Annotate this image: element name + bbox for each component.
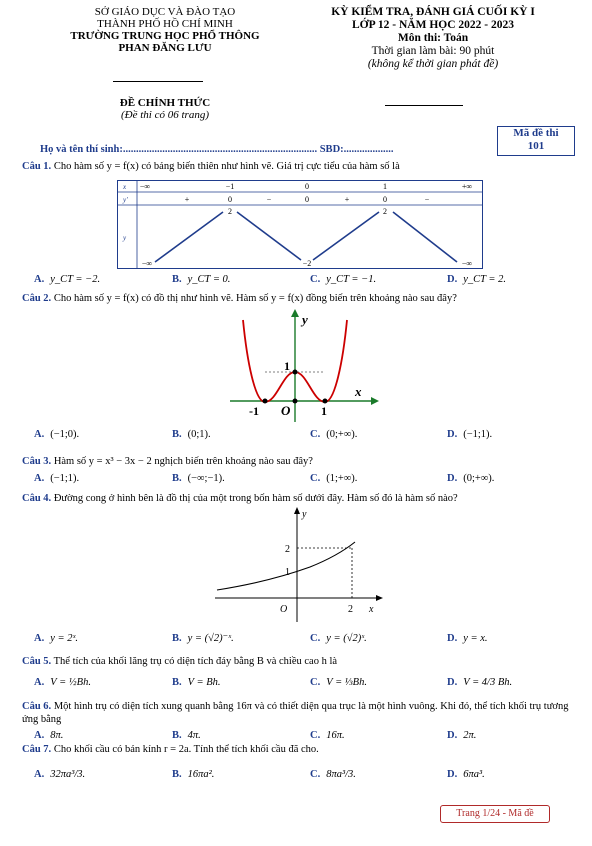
table-yp-6: 0 bbox=[383, 195, 387, 204]
q2-x-m1: -1 bbox=[249, 404, 259, 418]
q4-option-a-text: y = 2ˣ. bbox=[50, 633, 79, 644]
q2-option-b-text: (0;1). bbox=[187, 429, 211, 440]
q6-option-b[interactable] bbox=[172, 729, 201, 742]
city-line: THÀNH PHỐ HỒ CHÍ MINH bbox=[97, 18, 233, 30]
q3-option-d-text: (0;+∞). bbox=[463, 473, 495, 484]
question-4-label: Câu 4. bbox=[22, 493, 52, 504]
q2-option-d-text: (−1;1). bbox=[463, 429, 493, 440]
q1-option-c-label: C. bbox=[310, 274, 321, 285]
q3-option-a-text: (−1;1). bbox=[50, 473, 80, 484]
question-2-label: Câu 2. bbox=[22, 293, 52, 304]
q2-option-b-label: B. bbox=[172, 429, 182, 440]
page-footer: Trang 1/24 - Mã đề bbox=[440, 805, 550, 823]
grade-line: LỚP 12 - NĂM HỌC 2022 - 2023 bbox=[352, 19, 514, 31]
question-4-text: Đường cong ở hình bên là đồ thị của một trong bốn hàm số dưới đây. Hàm số đó là hàm số nào? bbox=[53, 493, 458, 504]
header-right bbox=[298, 6, 568, 71]
pages-note: (Đề thi có 06 trang) bbox=[121, 109, 209, 121]
q4-origin: O bbox=[280, 604, 288, 615]
table-yp-5: + bbox=[344, 195, 350, 204]
table-y-label: y bbox=[123, 234, 127, 242]
q7-option-b-text: 16πa². bbox=[187, 769, 215, 780]
q7-option-c[interactable] bbox=[310, 768, 356, 781]
q4-option-b-text: y = (√2)⁻ˣ. bbox=[187, 633, 234, 644]
q3-option-c-label: C. bbox=[310, 473, 321, 484]
arrow-up-2 bbox=[313, 212, 379, 260]
table-yp-label: y' bbox=[123, 196, 128, 204]
q4-option-c-label: C. bbox=[310, 633, 321, 644]
school-name-line: PHAN ĐĂNG LƯU bbox=[118, 42, 212, 54]
candidate-line: Họ và tên thí sinh:.......................................................................... SBD:................... bbox=[40, 144, 394, 155]
q2-option-a[interactable] bbox=[34, 428, 79, 441]
question-1 bbox=[22, 160, 574, 173]
q4-option-c-text: y = (√2)ˣ. bbox=[326, 633, 367, 644]
official-block bbox=[60, 97, 270, 121]
q4-option-a-label: A. bbox=[34, 633, 45, 644]
q3-option-c[interactable] bbox=[310, 472, 357, 485]
time-line: Thời gian làm bài: 90 phút bbox=[371, 45, 495, 57]
q5-option-c[interactable] bbox=[310, 676, 367, 689]
q5-option-d[interactable] bbox=[447, 676, 512, 689]
table-x-neg-inf: −∞ bbox=[139, 182, 151, 191]
q1-option-a-label: A. bbox=[34, 274, 45, 285]
table-x-pos-inf: +∞ bbox=[461, 182, 473, 191]
q4-option-a[interactable] bbox=[34, 632, 78, 645]
question-2-text: Cho hàm số y = f(x) có đồ thị như hình vẽ. Hàm số y = f(x) đồng biến trên khoảng nào sau đây? bbox=[53, 293, 457, 304]
table-y-end: −∞ bbox=[461, 259, 473, 268]
subject-line: Môn thi: Toán bbox=[397, 32, 469, 44]
question-5-text: Thể tích của khối lăng trụ có diện tích đáy bằng B và chiều cao h là bbox=[53, 656, 338, 667]
question-1-text: Cho hàm số y = f(x) có bảng biến thiên như hình vẽ. Giá trị cực tiểu của hàm số là bbox=[53, 161, 400, 172]
q4-x-label: x bbox=[369, 604, 374, 615]
q2-x-p1: 1 bbox=[321, 404, 327, 418]
official-label: ĐỀ CHÍNH THỨC bbox=[119, 97, 211, 109]
q3-option-a-label: A. bbox=[34, 473, 45, 484]
table-yp-3: − bbox=[266, 195, 272, 204]
q6-option-a[interactable] bbox=[34, 729, 63, 742]
q6-option-b-label: B. bbox=[172, 730, 182, 741]
q3-option-b[interactable] bbox=[172, 472, 225, 485]
q2-option-c-label: C. bbox=[310, 429, 321, 440]
q2-option-b[interactable] bbox=[172, 428, 211, 441]
q6-option-a-text: 8π. bbox=[50, 730, 64, 741]
q1-option-d-label: D. bbox=[447, 274, 458, 285]
question-7-label: Câu 7. bbox=[22, 744, 52, 755]
table-x-0: 0 bbox=[305, 182, 309, 191]
q4-option-b[interactable] bbox=[172, 632, 234, 645]
table-y-min: −2 bbox=[302, 259, 312, 268]
table-yp-4: 0 bbox=[305, 195, 309, 204]
variation-table bbox=[117, 180, 483, 270]
question-5-label: Câu 5. bbox=[22, 656, 52, 667]
q1-option-d[interactable] bbox=[447, 273, 506, 286]
arrow-down-2 bbox=[393, 212, 457, 262]
table-x-label: x bbox=[123, 183, 127, 191]
q6-option-c-text: 16π. bbox=[326, 730, 345, 741]
q1-option-c[interactable] bbox=[310, 273, 376, 286]
arrow-up-1 bbox=[155, 212, 223, 262]
exam-code-box bbox=[497, 126, 575, 156]
q7-option-d[interactable] bbox=[447, 768, 485, 781]
q3-option-b-label: B. bbox=[172, 473, 182, 484]
q7-option-b-label: B. bbox=[172, 769, 182, 780]
table-y-max2: 2 bbox=[383, 207, 387, 216]
table-x-1: 1 bbox=[383, 182, 387, 191]
q4-option-c[interactable] bbox=[310, 632, 367, 645]
q5-option-b[interactable] bbox=[172, 676, 221, 689]
table-yp-1: + bbox=[184, 195, 190, 204]
exam-code: 101 bbox=[527, 140, 545, 152]
q6-option-c[interactable] bbox=[310, 729, 345, 742]
q1-option-c-text: y_CT = −1. bbox=[326, 274, 377, 285]
q3-option-d[interactable] bbox=[447, 472, 494, 485]
q5-option-d-text: V = 4/3 Bh. bbox=[463, 677, 513, 688]
q4-option-d[interactable] bbox=[447, 632, 488, 645]
q2-option-d[interactable] bbox=[447, 428, 492, 441]
question-6-text: Một hình trụ có diện tích xung quanh bằng 16π và có thiết diện qua trục là một hình vuông. Khi đó, thể tích khối trụ tương ứng bằng bbox=[22, 701, 569, 725]
q7-option-c-label: C. bbox=[310, 769, 321, 780]
q3-option-a[interactable] bbox=[34, 472, 79, 485]
q5-option-a-text: V = ½Bh. bbox=[50, 677, 91, 688]
q2-x-label: x bbox=[355, 384, 362, 399]
table-y-start: −∞ bbox=[141, 259, 153, 268]
q7-option-d-label: D. bbox=[447, 769, 458, 780]
q5-option-d-label: D. bbox=[447, 677, 458, 688]
q7-option-c-text: 8πa³/3. bbox=[326, 769, 356, 780]
q4-y-two: 2 bbox=[285, 544, 290, 555]
q6-option-c-label: C. bbox=[310, 730, 321, 741]
header-right-rule bbox=[385, 105, 463, 106]
q3-option-c-text: (1;+∞). bbox=[326, 473, 358, 484]
q1-option-b[interactable] bbox=[172, 273, 230, 286]
q1-option-a-text: y_CT = −2. bbox=[50, 274, 101, 285]
question-6-label: Câu 6. bbox=[22, 701, 52, 712]
q6-option-d-text: 2π. bbox=[463, 730, 477, 741]
q2-option-a-text: (−1;0). bbox=[50, 429, 80, 440]
q7-option-a[interactable] bbox=[34, 768, 85, 781]
q2-option-a-label: A. bbox=[34, 429, 45, 440]
q6-option-b-text: 4π. bbox=[187, 730, 201, 741]
question-6 bbox=[22, 700, 574, 726]
dept-line: SỞ GIÁO DỤC VÀ ĐÀO TẠO bbox=[94, 6, 236, 18]
q4-graph bbox=[215, 504, 385, 624]
q1-option-a[interactable] bbox=[34, 273, 100, 286]
arrow-down-1 bbox=[237, 212, 301, 260]
question-7-text: Cho khối cầu có bán kính r = 2a. Tính thể tích khối cầu đã cho. bbox=[53, 744, 319, 755]
q2-y-one: 1 bbox=[284, 359, 290, 373]
q7-option-b[interactable] bbox=[172, 768, 214, 781]
q2-option-d-label: D. bbox=[447, 429, 458, 440]
q5-option-b-label: B. bbox=[172, 677, 182, 688]
table-yp-2: 0 bbox=[228, 195, 232, 204]
q5-option-b-text: V = Bh. bbox=[187, 677, 221, 688]
q6-option-a-label: A. bbox=[34, 730, 45, 741]
q1-option-b-label: B. bbox=[172, 274, 182, 285]
q5-option-a[interactable] bbox=[34, 676, 91, 689]
exam-code-label: Mã đề thi bbox=[513, 127, 559, 139]
q7-option-d-text: 6πa³. bbox=[463, 769, 485, 780]
q4-x-two: 2 bbox=[348, 604, 353, 615]
q3-option-d-label: D. bbox=[447, 473, 458, 484]
q7-option-a-text: 32πa³/3. bbox=[50, 769, 86, 780]
q4-option-d-text: y = x. bbox=[463, 633, 488, 644]
table-x-m1: −1 bbox=[225, 182, 235, 191]
question-3-label: Câu 3. bbox=[22, 456, 52, 467]
header-left-rule bbox=[113, 81, 203, 82]
q2-graph bbox=[225, 306, 385, 424]
q2-y-label: y bbox=[302, 312, 308, 327]
exam-title: KỲ KIỂM TRA, ĐÁNH GIÁ CUỐI KỲ I bbox=[331, 6, 535, 18]
question-7 bbox=[22, 743, 574, 756]
q3-option-b-text: (−∞;−1). bbox=[187, 473, 225, 484]
question-1-label: Câu 1. bbox=[22, 161, 52, 172]
q5-option-a-label: A. bbox=[34, 677, 45, 688]
table-y-max1: 2 bbox=[228, 207, 232, 216]
q6-option-d[interactable] bbox=[447, 729, 476, 742]
question-2 bbox=[22, 292, 574, 305]
header-left bbox=[50, 6, 280, 54]
school-line: TRƯỜNG TRUNG HỌC PHỔ THÔNG bbox=[70, 30, 260, 42]
q6-option-d-label: D. bbox=[447, 730, 458, 741]
q5-option-c-text: V = ⅓Bh. bbox=[326, 677, 367, 688]
q4-option-b-label: B. bbox=[172, 633, 182, 644]
q5-option-c-label: C. bbox=[310, 677, 321, 688]
table-yp-7: − bbox=[424, 195, 430, 204]
question-5 bbox=[22, 655, 574, 668]
q4-option-d-label: D. bbox=[447, 633, 458, 644]
q2-option-c[interactable] bbox=[310, 428, 357, 441]
q1-option-b-text: y_CT = 0. bbox=[187, 274, 231, 285]
q2-origin: O bbox=[281, 403, 291, 418]
question-3 bbox=[22, 455, 574, 468]
q1-option-d-text: y_CT = 2. bbox=[463, 274, 506, 285]
q2-option-c-text: (0;+∞). bbox=[326, 429, 358, 440]
question-3-text: Hàm số y = x³ − 3x − 2 nghịch biến trên khoảng nào sau đây? bbox=[53, 456, 313, 467]
time-note: (không kể thời gian phát đề) bbox=[367, 58, 499, 70]
q4-y-one: 1 bbox=[285, 567, 290, 578]
q7-option-a-label: A. bbox=[34, 769, 45, 780]
q4-y-label: y bbox=[302, 509, 307, 520]
